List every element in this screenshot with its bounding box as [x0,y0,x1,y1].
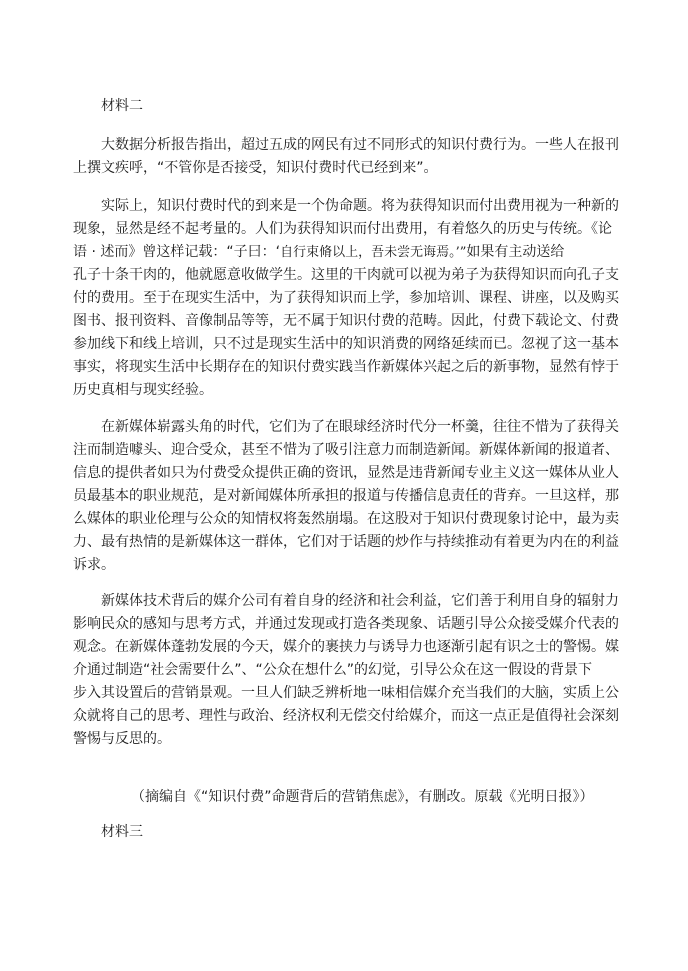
paragraph-4-line: 警惕与反思的。 [73,731,171,747]
paragraph-2-quote-line [73,241,619,264]
paragraph-3-line: 么媒体的职业伦理与公众的知情权将轰然崩塌。在这股对于知识付费现象讨论中，最为卖 [73,511,619,527]
paragraph-4-line: 新媒体技术背后的媒介公司有着自身的经济和社会利益，它们善于利用自身的辐射力 [101,593,619,609]
paragraph-4-line: 影响民众的感知与思考方式，并通过发现或打造各类现象、话题引导公众接受媒介代表的 [73,616,619,632]
paragraph-2-line: 现象，显然是经不起考量的。人们为获得知识而付出费用，有着悠久的历史与传统。《论 [73,221,612,237]
paragraph-2-line-end: 如果有主动送给 [466,244,565,260]
paragraph-3-line: 员最基本的职业规范，是对新闻媒体所承担的报道与传播信息责任的背弃。一旦这样，那 [73,488,619,504]
paragraph-2-line: 图书、报刊资料、音像制品等等，无不属于知识付费的范畴。因此，付费下载论文、付费 [73,313,619,329]
paragraph-1-line: 大数据分析报告指出，超过五成的网民有过不同形式的知识付费行为。一些人在报刊 [101,137,619,153]
paragraph-3-line: 力、最有热情的是新媒体这一群体，它们对于话题的炒作与持续推动有着更为内在的利益 [73,534,619,550]
paragraph-2-line: 实际上，知识付费时代的到来是一个伪命题。将为获得知识而付出费用视为一种新的 [101,198,619,214]
paragraph-2-line: 参加线下和线上培训，只不过是现实生活中的知识消费的网络延续而已。忽视了这一基本 [73,336,619,352]
paragraph-1 [73,134,619,180]
paragraph-3-line: 在新媒体崭露头角的时代，它们为了在眼球经济时代分一杯羹，往往不惜为了获得关 [101,419,619,435]
paragraph-4-line: 步入其设置后的营销景观。一旦人们缺乏辨析地一味相信媒介充当我们的大脑，实质上公 [73,685,619,701]
paragraph-4-line: 众就将自己的思考、理性与政治、经济权利无偿交付给媒介，而这一点正是值得社会深刻 [73,708,619,724]
paragraph-4-line: 介通过制造“社会需要什么”、“公众在想什么”的幻觉，引导公众在这一假设的背景下 [73,662,593,678]
analects-quote: 自行束脩以上，吾未尝无诲焉。’” [280,245,467,260]
paragraph-2 [73,195,619,402]
paragraph-3-line: 信息的提供者如只为付费受众提供正确的资讯，显然是违背新闻专业主义这一媒体从业人 [73,465,619,481]
paragraph-2-line-start: 语 · 述而》曾这样记载：“子曰：‘ [73,244,281,260]
paragraph-4 [73,590,619,751]
paragraph-3 [73,416,619,577]
paragraph-1-line: 上撰文疾呼，“不管你是否接受，知识付费时代已经到来”。 [73,160,438,176]
paragraph-2-line: 孔子十条干肉的，他就愿意收做学生。这里的干肉就可以视为弟子为获得知识而向孔子支 [73,267,619,283]
paragraph-2-line: 事实，将现实生活中长期存在的知识付费实践当作新媒体兴起之后的新事物，显然有悖于 [73,359,619,375]
material-2-heading: 材料二 [101,98,143,114]
paragraph-3-line: 诉求。 [73,557,115,573]
material-3-heading: 材料三 [101,824,143,840]
paragraph-3-line: 注而制造噱头、迎合受众，甚至不惜为了吸引注意力而制造新闻。新媒体新闻的报道者、 [73,442,619,458]
source-citation: （摘编自《“知识付费”命题背后的营销焦虑》，有删改。原载《光明日报》） [131,789,594,805]
paragraph-4-line: 观念。在新媒体蓬勃发展的今天，媒介的裹挟力与诱导力也逐渐引起有识之士的警惕。媒 [73,639,619,655]
paragraph-2-line: 付的费用。至于在现实生活中，为了获得知识而上学，参加培训、课程、讲座，以及购买 [73,290,619,306]
paragraph-2-line: 历史真相与现实经验。 [73,382,213,398]
